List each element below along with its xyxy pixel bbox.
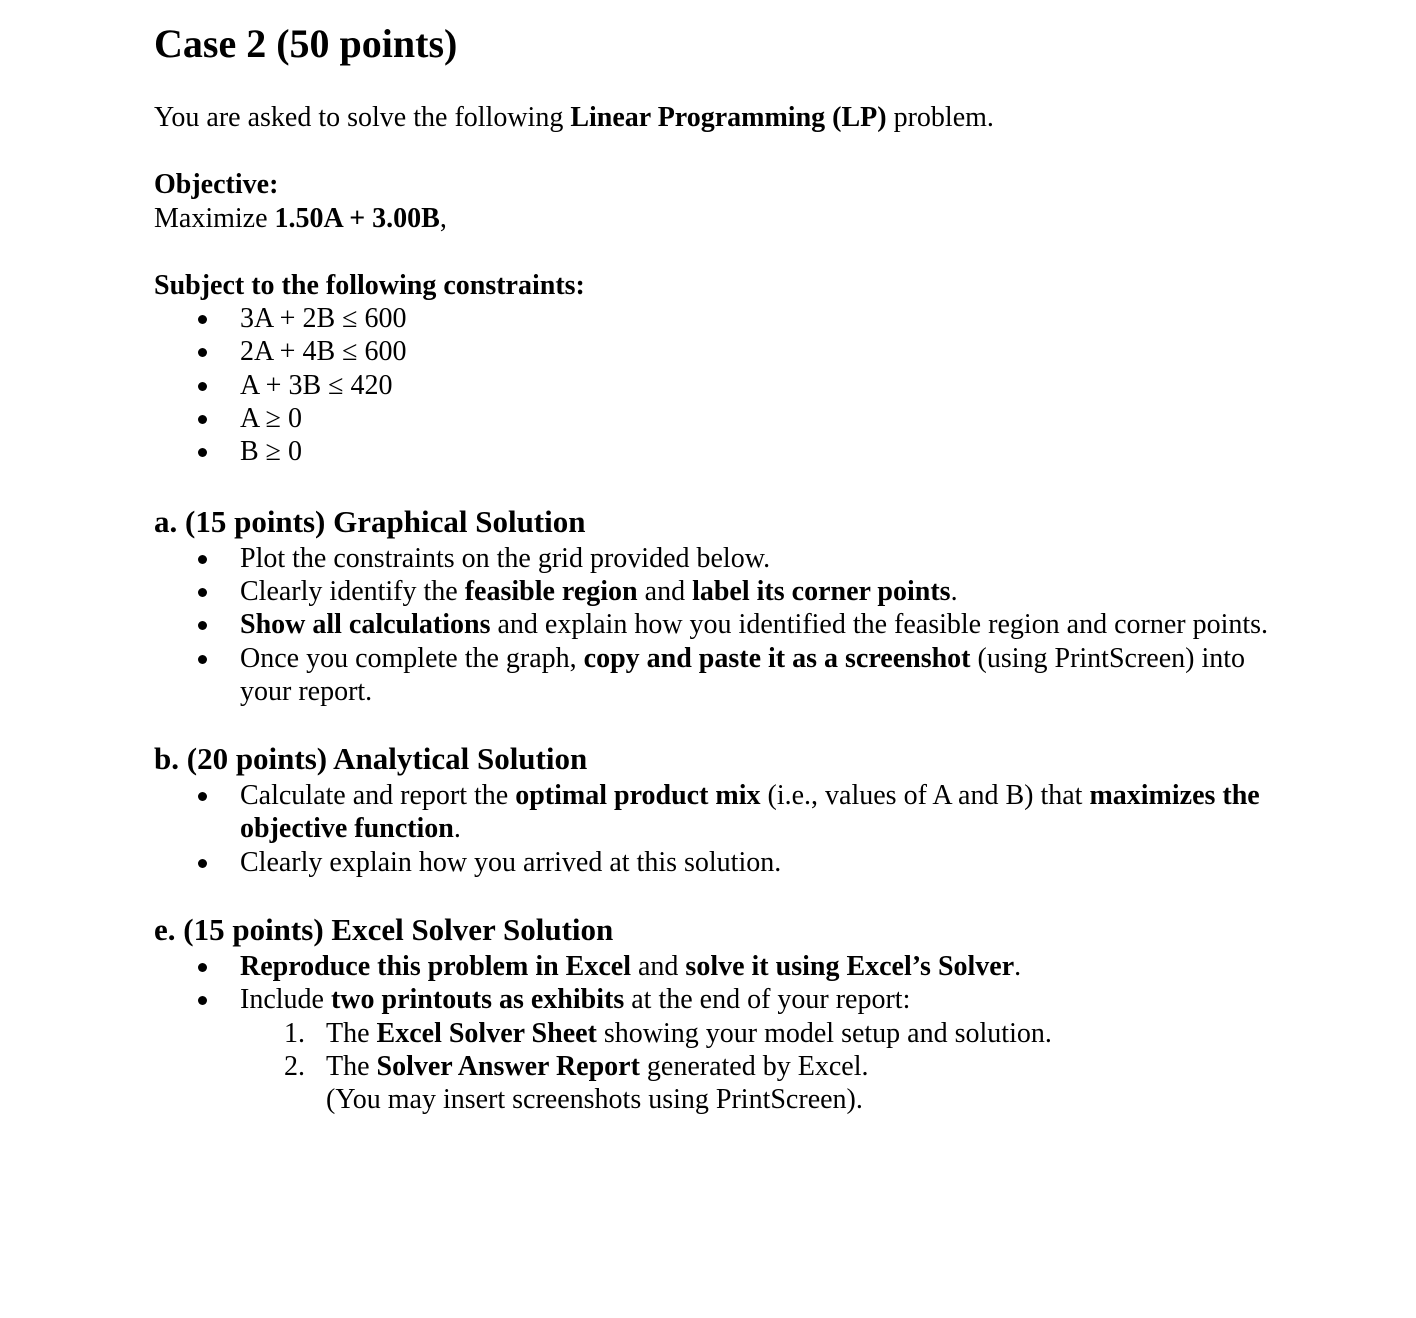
objective-function (154, 202, 1354, 235)
list-item: Clearly identify the feasible region and label its corner points. (154, 575, 1280, 608)
objective-expression: 1.50A + 3.00B (274, 202, 440, 234)
list-item: Include two printouts as exhibits at the end of your report: 1. The Excel Solver Sheet showing your model setup and solution. 2. The Solver Answer Report generated by Excel. (You may insert screenshots using PrintScreen). (154, 983, 1280, 1116)
objective-comma: , (439, 202, 447, 234)
intro-bold: Linear Programming (LP) (570, 102, 887, 133)
list-item: Reproduce this problem in Excel and solve it using Excel’s Solver. (154, 950, 1280, 983)
intro-text: You are asked to solve the following (154, 102, 571, 133)
constraint-item: A + 3B ≤ 420 (154, 369, 1280, 402)
list-item: Show all calculations and explain how you identified the feasible region and corner points. (154, 608, 1280, 641)
constraints-title: Subject to the following constraints: (154, 269, 585, 301)
section-a-list (154, 542, 1354, 708)
section-e-heading: e. (15 points) Excel Solver Solution (154, 912, 614, 948)
objective-block (154, 168, 1354, 235)
list-item: Calculate and report the optimal product mix (i.e., values of A and B) that maximizes the objective function. (154, 779, 1280, 846)
section-e-list (154, 950, 1354, 1116)
list-item: Once you complete the graph, copy and paste it as a screenshot (using PrintScreen) into your report. (154, 642, 1280, 709)
constraint-item: 3A + 2B ≤ 600 (154, 302, 1280, 335)
exhibit-item: 1. The Excel Solver Sheet showing your model setup and solution. (284, 1017, 1052, 1049)
objective-label: Objective: (154, 169, 279, 201)
intro-text-end: problem. (886, 102, 994, 133)
constraint-item: A ≥ 0 (154, 402, 1280, 435)
list-item: Plot the constraints on the grid provided below. (154, 542, 1280, 575)
constraint-item: 2A + 4B ≤ 600 (154, 335, 1280, 368)
section-b-heading: b. (20 points) Analytical Solution (154, 741, 588, 777)
constraints-list (154, 302, 1354, 468)
intro-paragraph (154, 101, 1354, 134)
constraint-item: B ≥ 0 (154, 435, 1280, 468)
objective-text: Maximize (154, 202, 275, 234)
page-title: Case 2 (50 points) (154, 21, 458, 66)
list-item: Clearly explain how you arrived at this solution. (154, 846, 1280, 879)
section-b-list (154, 779, 1354, 879)
document-page (154, 18, 1354, 1117)
section-a-heading: a. (15 points) Graphical Solution (154, 503, 586, 539)
exhibit-list (240, 1017, 1280, 1117)
exhibit-item: 2. The Solver Answer Report generated by Excel. (You may insert screenshots using PrintScreen). (284, 1050, 869, 1116)
